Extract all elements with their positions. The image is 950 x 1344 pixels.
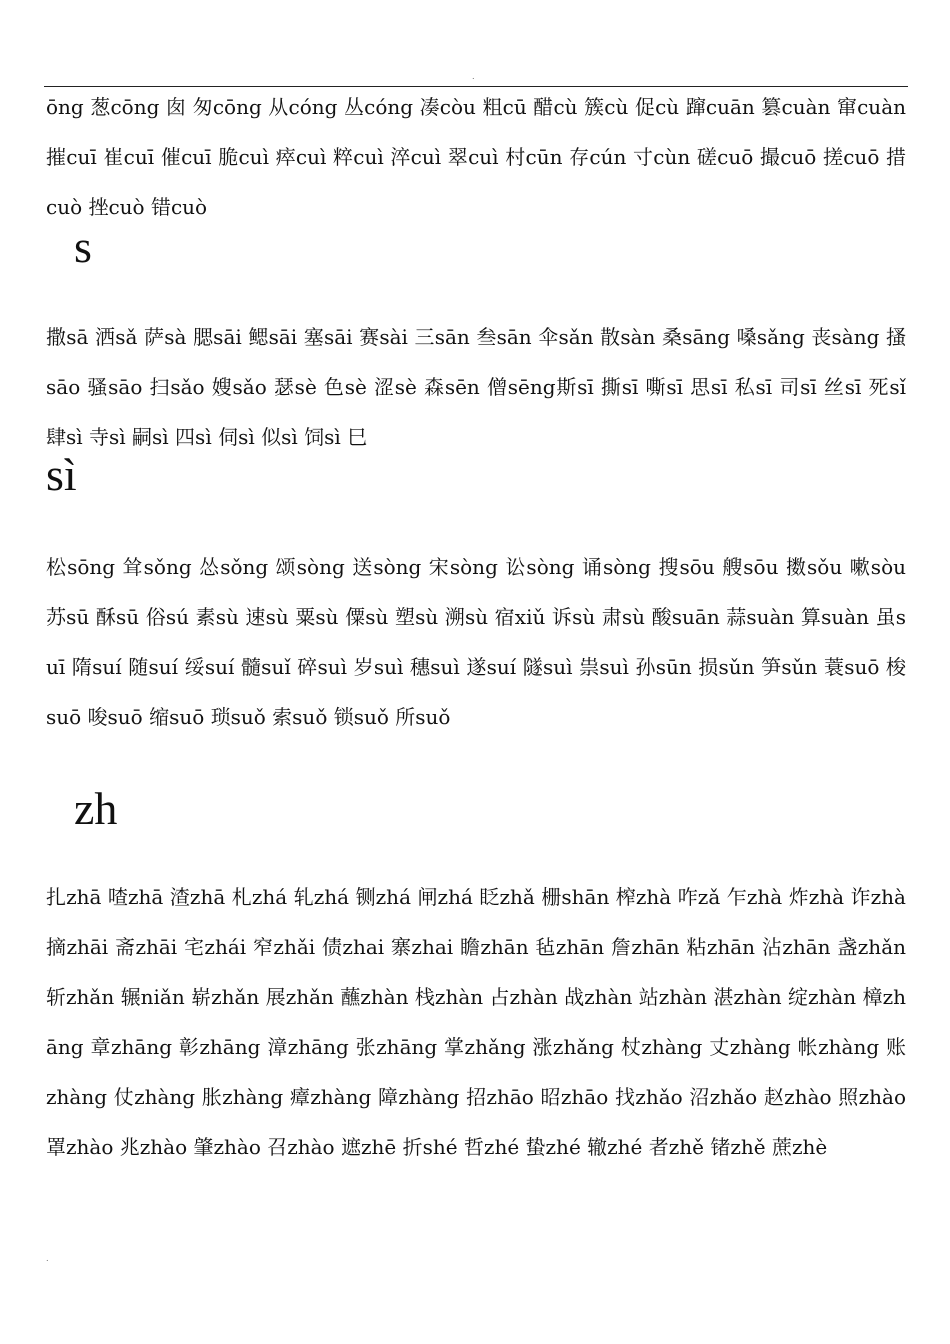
zh-section-text: 扎zhā 喳zhā 渣zhā 札zhá 轧zhá 铡zhá 闸zhá 眨zhǎ 栅shān 榨zhà 咋zǎ 乍zhà 炸zhà 诈zhà 摘zhāi 斋zhāi 宅zhái 窄zhǎi 债zhai 寨zhai 瞻zhān 毡zhān 詹zhān 粘zhān 沾zhān 盏zhǎn 斩zhǎn 辗niǎn 崭zhǎn 展zhǎn 蘸zhàn 栈zhàn 占zhàn 战zhàn 站zhàn 湛zhàn 绽zhàn 樟zhāng 章zhāng 彰zhāng 漳zhāng 张zhāng 掌zhǎng 涨zhǎng 杖zhàng 丈zhàng 帐zhàng 账zhàng 仗zhàng 胀zhàng 瘴zhàng 障zhàng 招zhāo 昭zhāo 找zhǎo 沼zhǎo 赵zhào 照zhào 罩zhào 兆zhào 肇zhào 召zhào 遮zhē 折shé 哲zhé 蛰zhé 辙zhé 者zhě 锗zhě 蔗zhè bbox=[46, 885, 906, 1159]
footer-mark: . bbox=[46, 1254, 49, 1263]
c-section-tail: ōng 葱cōng 囱 匆cōng 从cóng 丛cóng 凑còu 粗cū 醋cù 簇cù 促cù 蹿cuān 篡cuàn 窜cuàn 摧cuī 崔cuī 催cuī 脆cuì 瘁cuì 粹cuì 淬cuì 翠cuì 村cūn 存cún 寸cùn 磋cuō 撮cuō 搓cuō 措cuò 挫cuò 错cuò bbox=[46, 95, 906, 219]
s-section-text: 撒sā 洒sǎ 萨sà 腮sāi 鳃sāi 塞sāi 赛sài 三sān 叁sān 伞sǎn 散sàn 桑sāng 嗓sǎng 丧sàng 搔sāo 骚sāo 扫sǎo 嫂sǎo 瑟sè 色sè 涩sè 森sēn 僧sēng斯sī 撕sī 嘶sī 思sī 私sī 司sī 丝sī 死sǐ 肆sì 寺sì 嗣sì 四sì 伺sì 似sì 饲sì 巳 bbox=[46, 325, 906, 449]
section-heading-zh: zh bbox=[74, 783, 118, 834]
section-heading-s: s bbox=[74, 221, 92, 272]
section-heading-si: sì bbox=[46, 449, 77, 500]
header-mark: . bbox=[472, 72, 475, 81]
si-section-text: 松sōng 耸sǒng 怂sǒng 颂sòng 送sòng 宋sòng 讼sòng 诵sòng 搜sōu 艘sōu 擞sǒu 嗽sòu 苏sū 酥sū 俗sú 素sù 速sù 粟sù 僳sù 塑sù 溯sù 宿xiǔ 诉sù 肃sù 酸suān 蒜suàn 算suàn 虽suī 隋suí 随suí 绥suí 髓suǐ 碎suì 岁suì 穗suì 遂suí 隧suì 祟suì 孙sūn 损sǔn 笋sǔn 蓑suō 梭suō 唆suō 缩suō 琐suǒ 索suǒ 锁suǒ 所suǒ bbox=[46, 555, 906, 729]
